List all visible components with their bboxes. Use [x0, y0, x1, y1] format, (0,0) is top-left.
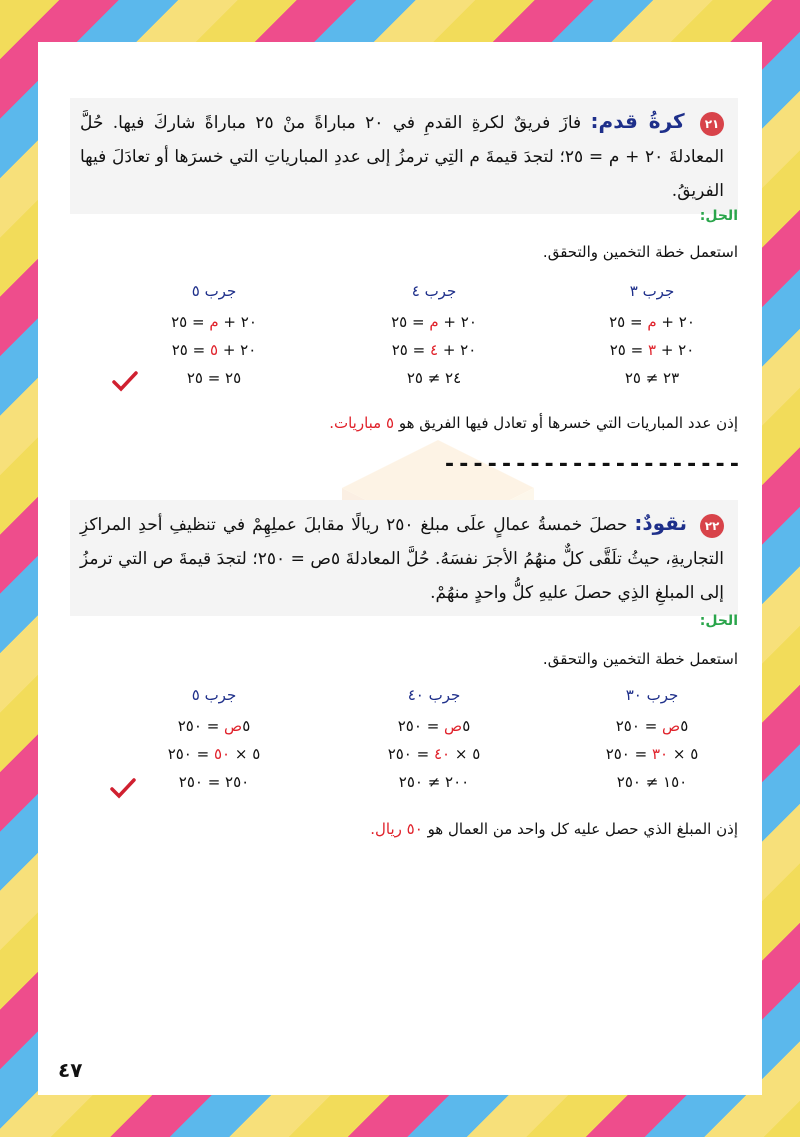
equation-line: ٢٠ + م = ٢٥ — [609, 313, 695, 331]
solution-label: الحل: — [699, 613, 738, 629]
equation-line: ١٥٠ ≠ ٢٥٠ — [616, 773, 688, 791]
equation-line: ٥ص = ٢٥٠ — [177, 717, 251, 735]
equation-line: ٥ص = ٢٥٠ — [397, 717, 471, 735]
problem-text: فازَ فريقٌ لكرةِ القدمِ في ٢٠ مباراةً منْ ٢٥ مباراةً شاركَ فيها. حُلَّ المعادلةَ ٢٠ + م = ٢٥؛ لتجدَ قيمةَ م التِي ترمزُ إلى عددِ المبارياتِ التي خسرَها أو تعادَلَ فيها الفريقُ. — [80, 113, 724, 201]
answer-value: ٥ مباريات. — [329, 414, 395, 432]
problem-number-badge: ٢١ — [700, 112, 724, 136]
problem-number-badge: ٢٢ — [700, 514, 724, 538]
equation-line: ٢٠ + ٥ = ٢٥ — [171, 341, 257, 359]
equation-line: ٢٥ = ٢٥ — [186, 369, 242, 387]
page-number: ٤٧ — [58, 1058, 83, 1082]
trial-column — [572, 686, 732, 796]
problem-22-box — [70, 500, 738, 616]
trial-column — [572, 282, 732, 392]
equation-line: ٢٠ + م = ٢٥ — [391, 313, 477, 331]
equation-line: ٢٠٠ ≠ ٢٥٠ — [398, 773, 470, 791]
problem-title: نقودٌ: — [634, 511, 688, 535]
equation-line: ٥ × ٥٠ = ٢٥٠ — [167, 745, 261, 763]
trial-heading: جرب ٤٠ — [407, 686, 461, 704]
equation-line: ٥ × ٤٠ = ٢٥٠ — [387, 745, 481, 763]
equation-line: ٢٤ ≠ ٢٥ — [406, 369, 462, 387]
solution-label: الحل: — [699, 208, 738, 224]
section-separator: --------------------- — [442, 452, 742, 477]
worksheet-page — [38, 42, 762, 1095]
equation-line: ٢٥٠ = ٢٥٠ — [178, 773, 250, 791]
problem-text: حصلَ خمسةُ عمالٍ علَى مبلغ ٢٥٠ ريالًا مقابلَ عملِهِمْ في تنظيفِ أحدِ المراكزِ التجاريةِ، حيثُ تلَقَّى كلٌّ منهُمُ الأجرَ نفسَهُ. حُلَّ المعادلةَ ٥ص = ٢٥٠؛ لتجدَ قيمةَ ص التي ترمزُ إلى المبلغِ الذِي حصلَ عليهِ كلُّ واحدٍ منهُمْ. — [80, 515, 725, 603]
checkmark-icon — [112, 370, 138, 392]
trial-column — [134, 282, 294, 392]
equation-line: ٢٠ + ٣ = ٢٥ — [609, 341, 695, 359]
strategy-text: استعمل خطة التخمين والتحقق. — [542, 650, 738, 668]
equation-line: ٢٣ ≠ ٢٥ — [624, 369, 680, 387]
equation-line: ٢٠ + ٤ = ٢٥ — [391, 341, 477, 359]
trial-heading: جرب ٥ — [191, 282, 237, 300]
strategy-text: استعمل خطة التخمين والتحقق. — [542, 243, 738, 261]
equation-line: ٥ × ٣٠ = ٢٥٠ — [605, 745, 699, 763]
equation-line: ٥ص = ٢٥٠ — [615, 717, 689, 735]
conclusion-text: إذن المبلغ الذي حصل عليه كل واحد من العمال هو ٥٠ ريال. — [370, 820, 738, 838]
trial-heading: جرب ٥ — [191, 686, 237, 704]
trial-column — [354, 686, 514, 796]
problem-title: كرةُ قدم: — [590, 109, 685, 133]
equation-line: ٢٠ + م = ٢٥ — [171, 313, 257, 331]
conclusion-text: إذن عدد المباريات التي خسرها أو تعادل فيها الفريق هو ٥ مباريات. — [329, 414, 738, 432]
trial-heading: جرب ٣٠ — [625, 686, 679, 704]
answer-value: ٥٠ ريال. — [370, 820, 423, 838]
trial-heading: جرب ٤ — [411, 282, 457, 300]
trial-column — [134, 686, 294, 796]
trial-heading: جرب ٣ — [629, 282, 675, 300]
trial-column — [354, 282, 514, 392]
problem-21-box — [70, 98, 738, 214]
checkmark-icon — [110, 777, 136, 799]
